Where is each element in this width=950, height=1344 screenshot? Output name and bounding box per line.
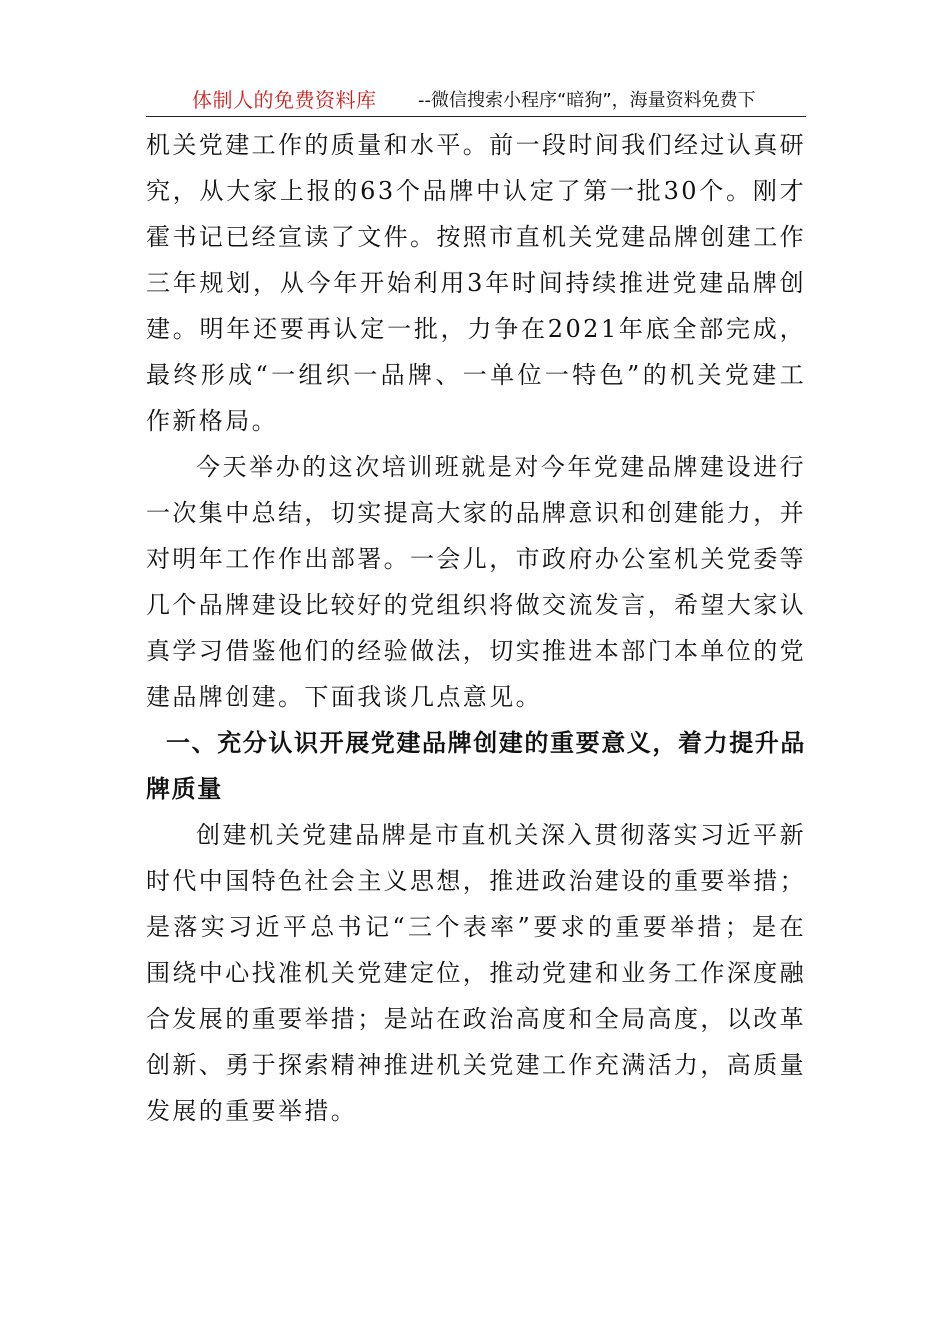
- paragraph-1: 机关党建工作的质量和水平。前一段时间我们经过认真研究，从大家上报的63个品牌中认定了第一批30个。刚才霍书记已经宣读了文件。按照市直机关党建品牌创建工作三年规划，从今年开始利用3年时间持续推进党建品牌创建。明年还要再认定一批，力争在2021年底全部完成，最终形成“一组织一品牌、一单位一特色”的机关党建工作新格局。: [146, 131, 806, 435]
- header-brand: 体制人的免费资料库: [192, 88, 377, 112]
- paragraph-2: 今天举办的这次培训班就是对今年党建品牌建设进行一次集中总结，切实提高大家的品牌意识和创建能力，并对明年工作作出部署。一会儿，市政府办公室机关党委等几个品牌建设比较好的党组织将做交流发言，希望大家认真学习借鉴他们的经验做法，切实推进本部门本单位的党建品牌创建。下面我谈几点意见。: [146, 453, 806, 711]
- header-tagline: --微信搜索小程序“暗狗”，海量资料免费下: [418, 90, 756, 111]
- section-heading-1: 一、充分认识开展党建品牌创建的重要意义，着力提升品牌质量: [146, 729, 806, 803]
- page-header: [146, 80, 806, 117]
- document-body: [146, 122, 806, 1134]
- paragraph-3: 创建机关党建品牌是市直机关深入贯彻落实习近平新时代中国特色社会主义思想，推进政治建设的重要举措；是落实习近平总书记“三个表率”要求的重要举措；是在围绕中心找准机关党建定位，推动党建和业务工作深度融合发展的重要举措；是站在政治高度和全局高度，以改革创新、勇于探索精神推进机关党建工作充满活力，高质量发展的重要举措。: [146, 821, 806, 1125]
